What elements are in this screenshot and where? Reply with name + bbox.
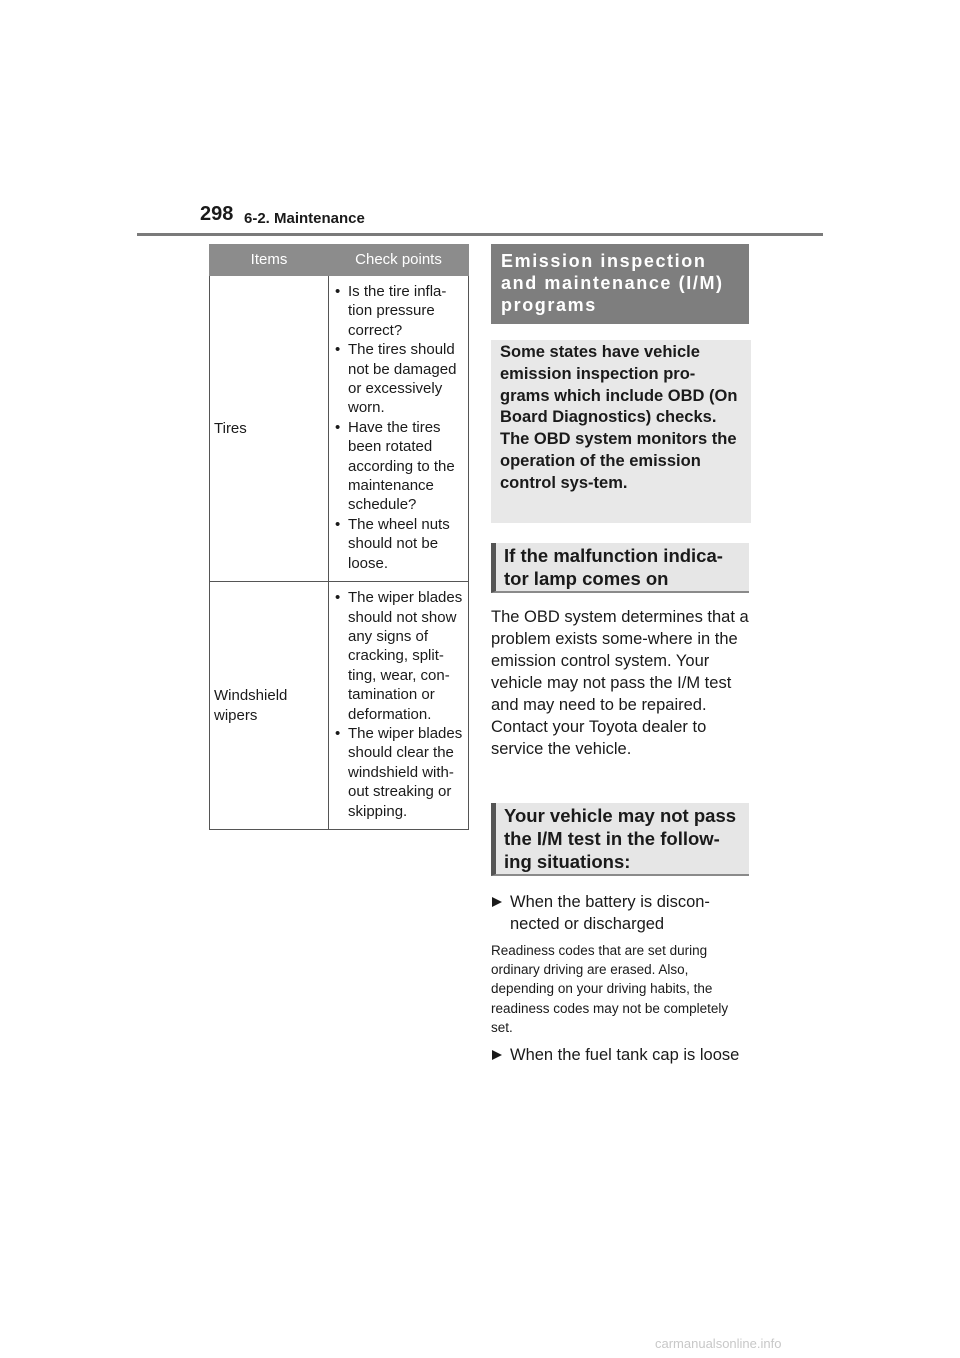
section-title: 6-2. Maintenance bbox=[244, 210, 365, 227]
check-points-list bbox=[334, 588, 465, 821]
table-cell-item: Windshield wipers bbox=[210, 582, 329, 830]
table-cell-points bbox=[329, 276, 469, 582]
table-row bbox=[210, 276, 469, 582]
situation-item-battery bbox=[491, 891, 753, 935]
list-item: • The tires should not be damaged or excessively worn. bbox=[334, 340, 465, 418]
heading-malfunction-lamp: If the malfunction indica-tor lamp comes on bbox=[491, 543, 749, 593]
column-header-items: Items bbox=[210, 245, 329, 276]
header-rule bbox=[137, 233, 823, 236]
triangle-bullet-icon bbox=[492, 897, 502, 907]
column-header-check-points: Check points bbox=[329, 245, 469, 276]
table-cell-points bbox=[329, 582, 469, 830]
page-number: 298 bbox=[200, 203, 234, 225]
list-item: • Have the tires been rotated according to the maintenance schedule? bbox=[334, 418, 465, 515]
list-item: • The wheel nuts should not be loose. bbox=[334, 515, 465, 573]
table-cell-item: Tires bbox=[210, 276, 329, 582]
check-points-table bbox=[209, 244, 469, 830]
list-item: • The wiper blades should clear the windshield with-out streaking or skipping. bbox=[334, 724, 465, 821]
situation-item-fuel-cap bbox=[491, 1044, 753, 1066]
watermark: carmanualsonline.info bbox=[655, 1336, 782, 1351]
table-row bbox=[210, 582, 469, 830]
table-header-row bbox=[210, 245, 469, 276]
triangle-bullet-icon bbox=[492, 1050, 502, 1060]
list-item: • The wiper blades should not show any signs of cracking, split-ting, wear, con-tamination or deformation. bbox=[334, 588, 465, 724]
heading-test-situations: Your vehicle may not pass the I/M test in the follow-ing situations: bbox=[491, 803, 749, 876]
check-points-list bbox=[334, 282, 465, 573]
situation-text: When the fuel tank cap is loose bbox=[510, 1046, 740, 1064]
malfunction-paragraph: The OBD system determines that a problem exists some-where in the emission control system. Your vehicle may not pass the I/M test and may need to be repaired. Contact your Toyota dealer to service the vehicle. bbox=[491, 608, 749, 758]
emission-banner-title: Emission inspection and maintenance (I/M) programs bbox=[491, 244, 749, 324]
situation-text: When the battery is discon-nected or discharged bbox=[510, 893, 710, 933]
situation-note: Readiness codes that are set during ordinary driving are erased. Also, depending on your driving habits, the readiness codes may not be completely set. bbox=[491, 943, 729, 1035]
list-item: • Is the tire infla-tion pressure correct? bbox=[334, 282, 465, 340]
summary-box: Some states have vehicle emission inspection pro-grams which include OBD (On Board Diagnostics) checks. The OBD system monitors the operation of the emission control sys-tem. bbox=[491, 340, 751, 523]
